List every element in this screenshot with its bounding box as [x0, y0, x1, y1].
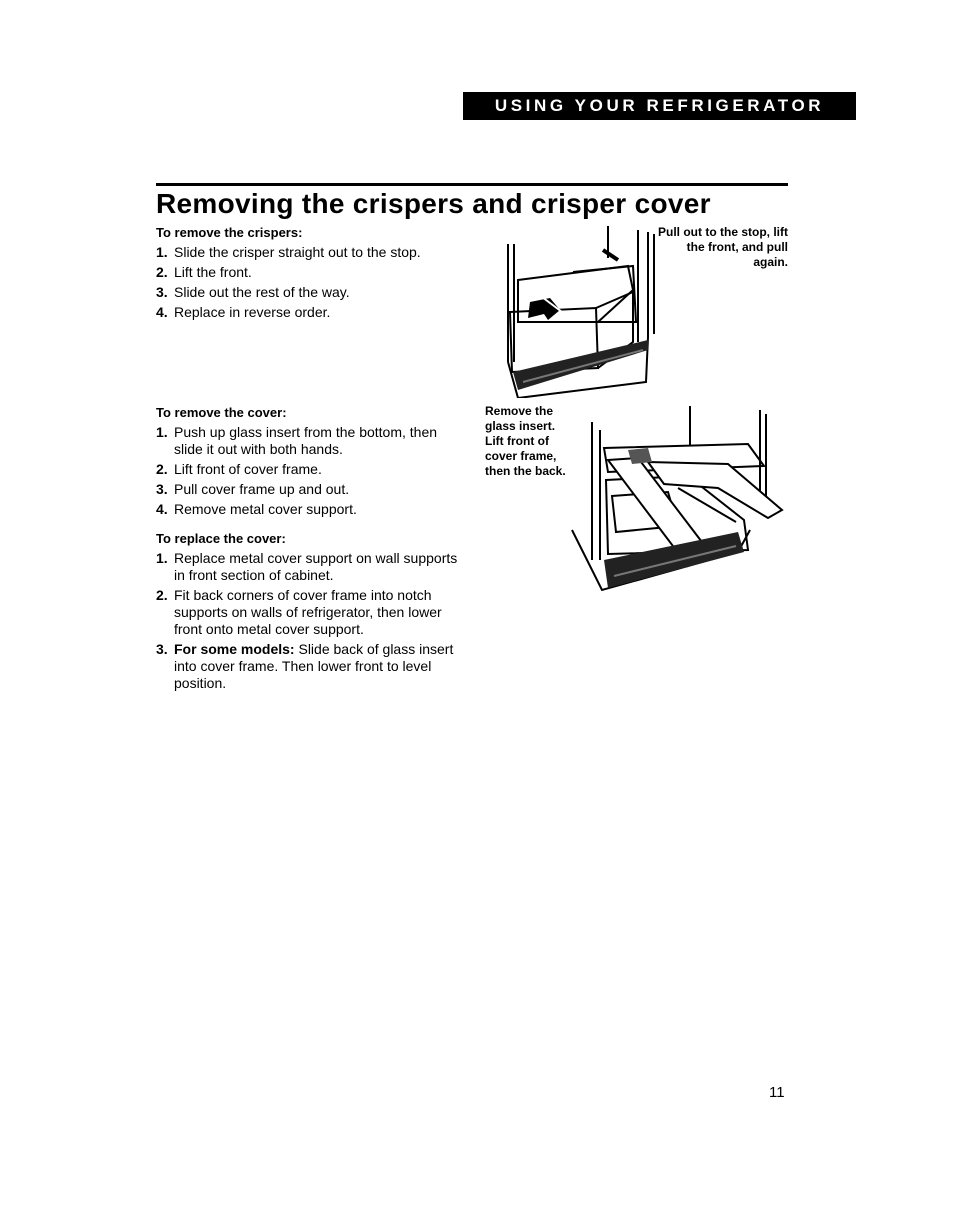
crisper-illustration: [478, 222, 678, 398]
page-title: Removing the crispers and crisper cover: [156, 188, 711, 219]
cover-caption: Remove the glass insert. Lift front of cover frame, then the back.: [485, 404, 566, 478]
remove-cover-heading: To remove the cover:: [156, 405, 287, 420]
list-item: 1. Slide the crisper straight out to the stop.: [156, 244, 421, 260]
crisper-caption: Pull out to the stop, lift the front, and pull again.: [658, 225, 788, 269]
cover-illustration: [568, 400, 784, 598]
replace-cover-heading: To replace the cover:: [156, 531, 286, 546]
list-item: 3. Pull cover frame up and out.: [156, 481, 350, 497]
replace-cover-section: [156, 530, 461, 695]
remove-crispers-section: [156, 224, 461, 324]
remove-crispers-heading: To remove the crispers:: [156, 225, 303, 240]
list-item: 3. For some models: Slide back of glass insert into cover frame. Then lower front to level position.: [156, 641, 454, 691]
list-item: 3. Slide out the rest of the way.: [156, 284, 350, 300]
list-item: 4. Replace in reverse order.: [156, 304, 331, 320]
list-item: 4. Remove metal cover support.: [156, 501, 357, 517]
remove-cover-section: [156, 404, 461, 521]
list-item: 1. Replace metal cover support on wall supports in front section of cabinet.: [156, 550, 458, 583]
page-number: 11: [769, 1084, 785, 1101]
section-banner: USING YOUR REFRIGERATOR: [463, 92, 856, 120]
list-item: 2. Fit back corners of cover frame into notch supports on walls of refrigerator, then lower front onto metal cover support.: [156, 587, 442, 637]
list-item: 1. Push up glass insert from the bottom, then slide it out with both hands.: [156, 424, 438, 457]
list-item: 2. Lift the front.: [156, 264, 252, 280]
list-item: 2. Lift front of cover frame.: [156, 461, 322, 477]
